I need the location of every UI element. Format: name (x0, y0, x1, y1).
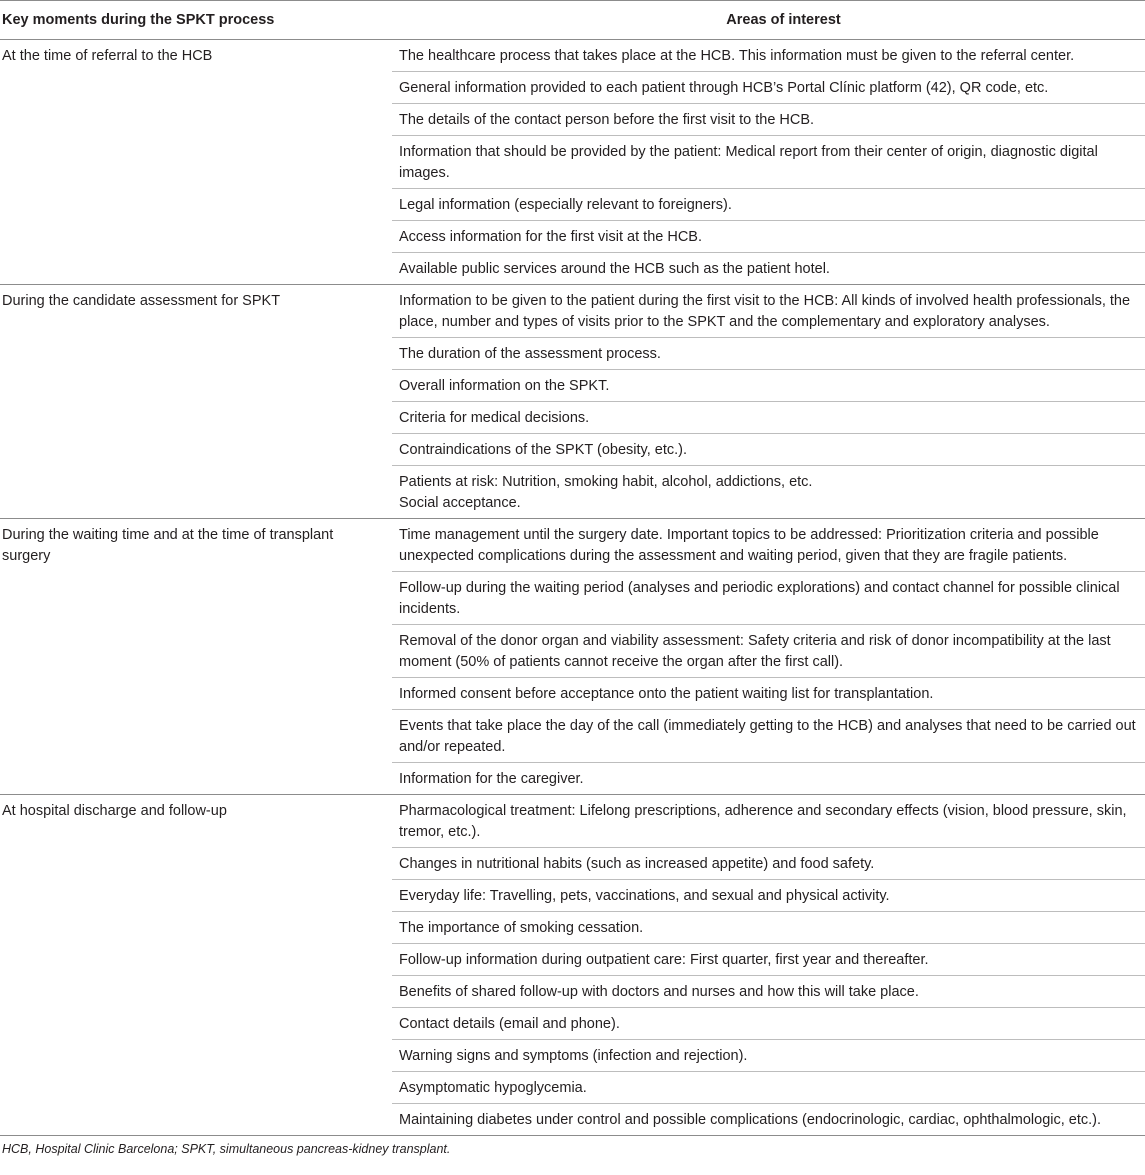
area-of-interest-item: The details of the contact person before the first visit to the HCB. (392, 103, 1145, 135)
area-of-interest-item: Pharmacological treatment: Lifelong prescriptions, adherence and secondary effects (vision, blood pressure, skin, tremor, etc.). (399, 803, 1127, 840)
areas-of-interest-list (392, 40, 1145, 284)
area-of-interest-item: Removal of the donor organ and viability assessment: Safety criteria and risk of donor incompatibility at the last moment (50% of patients cannot receive the organ after the first call). (392, 624, 1145, 677)
area-of-interest-item: Contact details (email and phone). (392, 1007, 1145, 1039)
table-group-row (0, 40, 1145, 285)
area-of-interest-item: Available public services around the HCB such as the patient hotel. (392, 252, 1145, 284)
area-of-interest-item: General information provided to each patient through HCB’s Portal Clínic platform (42), QR code, etc. (392, 71, 1145, 103)
key-moment-cell: At hospital discharge and follow-up (2, 803, 227, 819)
area-of-interest-item: Information for the caregiver. (392, 762, 1145, 794)
area-of-interest-item: Patients at risk: Nutrition, smoking habit, alcohol, addictions, etc. Social acceptance. (392, 465, 1145, 518)
table-group-row (0, 795, 1145, 1136)
area-of-interest-item: Legal information (especially relevant to foreigners). (392, 188, 1145, 220)
area-of-interest-item: Follow-up information during outpatient care: First quarter, first year and thereafter. (392, 943, 1145, 975)
table-body (0, 40, 1145, 1136)
area-of-interest-item: Events that take place the day of the call (immediately getting to the HCB) and analyses that need to be carried out and/or repeated. (392, 709, 1145, 762)
areas-of-interest-list (392, 795, 1145, 1135)
area-of-interest-item: The importance of smoking cessation. (392, 911, 1145, 943)
key-moment-cell: During the waiting time and at the time of transplant surgery (2, 527, 334, 564)
area-of-interest-item: Time management until the surgery date. Important topics to be addressed: Prioritization criteria and possible unexpected complications during the assessment and waiting period, given that they are fragile patients. (399, 527, 1099, 564)
area-of-interest-item: Benefits of shared follow-up with doctors and nurses and how this will take place. (392, 975, 1145, 1007)
area-of-interest-item: The healthcare process that takes place at the HCB. This information must be given to the referral center. (399, 48, 1075, 64)
area-of-interest-item: Criteria for medical decisions. (392, 401, 1145, 433)
area-of-interest-item: Information that should be provided by the patient: Medical report from their center of origin, diagnostic digital images. (392, 135, 1145, 188)
area-of-interest-item: Follow-up during the waiting period (analyses and periodic explorations) and contact channel for possible clinical incidents. (392, 571, 1145, 624)
table-group-row (0, 285, 1145, 519)
area-of-interest-item: Asymptomatic hypoglycemia. (392, 1071, 1145, 1103)
area-of-interest-item: Everyday life: Travelling, pets, vaccinations, and sexual and physical activity. (392, 879, 1145, 911)
key-moment-cell: During the candidate assessment for SPKT (2, 293, 281, 309)
area-of-interest-item: Changes in nutritional habits (such as increased appetite) and food safety. (392, 847, 1145, 879)
column-header-key-moments: Key moments during the SPKT process (2, 12, 275, 28)
area-of-interest-item: Information to be given to the patient during the first visit to the HCB: All kinds of involved health professionals, the place, number and types of visits prior to the SPKT and the complementary and exploratory analyses. (399, 293, 1131, 330)
area-of-interest-item: The duration of the assessment process. (392, 337, 1145, 369)
table-footnote: HCB, Hospital Clinic Barcelona; SPKT, simultaneous pancreas-kidney transplant. (2, 1142, 451, 1156)
table-header-row (0, 0, 1145, 40)
table-group-row (0, 519, 1145, 795)
areas-of-interest-list (392, 285, 1145, 518)
areas-of-interest-list (392, 519, 1145, 794)
area-of-interest-item: Contraindications of the SPKT (obesity, etc.). (392, 433, 1145, 465)
area-of-interest-item: Access information for the first visit at the HCB. (392, 220, 1145, 252)
area-of-interest-item: Warning signs and symptoms (infection and rejection). (392, 1039, 1145, 1071)
key-moment-cell: At the time of referral to the HCB (2, 48, 213, 64)
area-of-interest-item: Informed consent before acceptance onto the patient waiting list for transplantation. (392, 677, 1145, 709)
area-of-interest-item: Overall information on the SPKT. (392, 369, 1145, 401)
area-of-interest-item: Maintaining diabetes under control and possible complications (endocrinologic, cardiac, ophthalmologic, etc.). (392, 1103, 1145, 1135)
column-header-areas-of-interest: Areas of interest (726, 12, 841, 28)
